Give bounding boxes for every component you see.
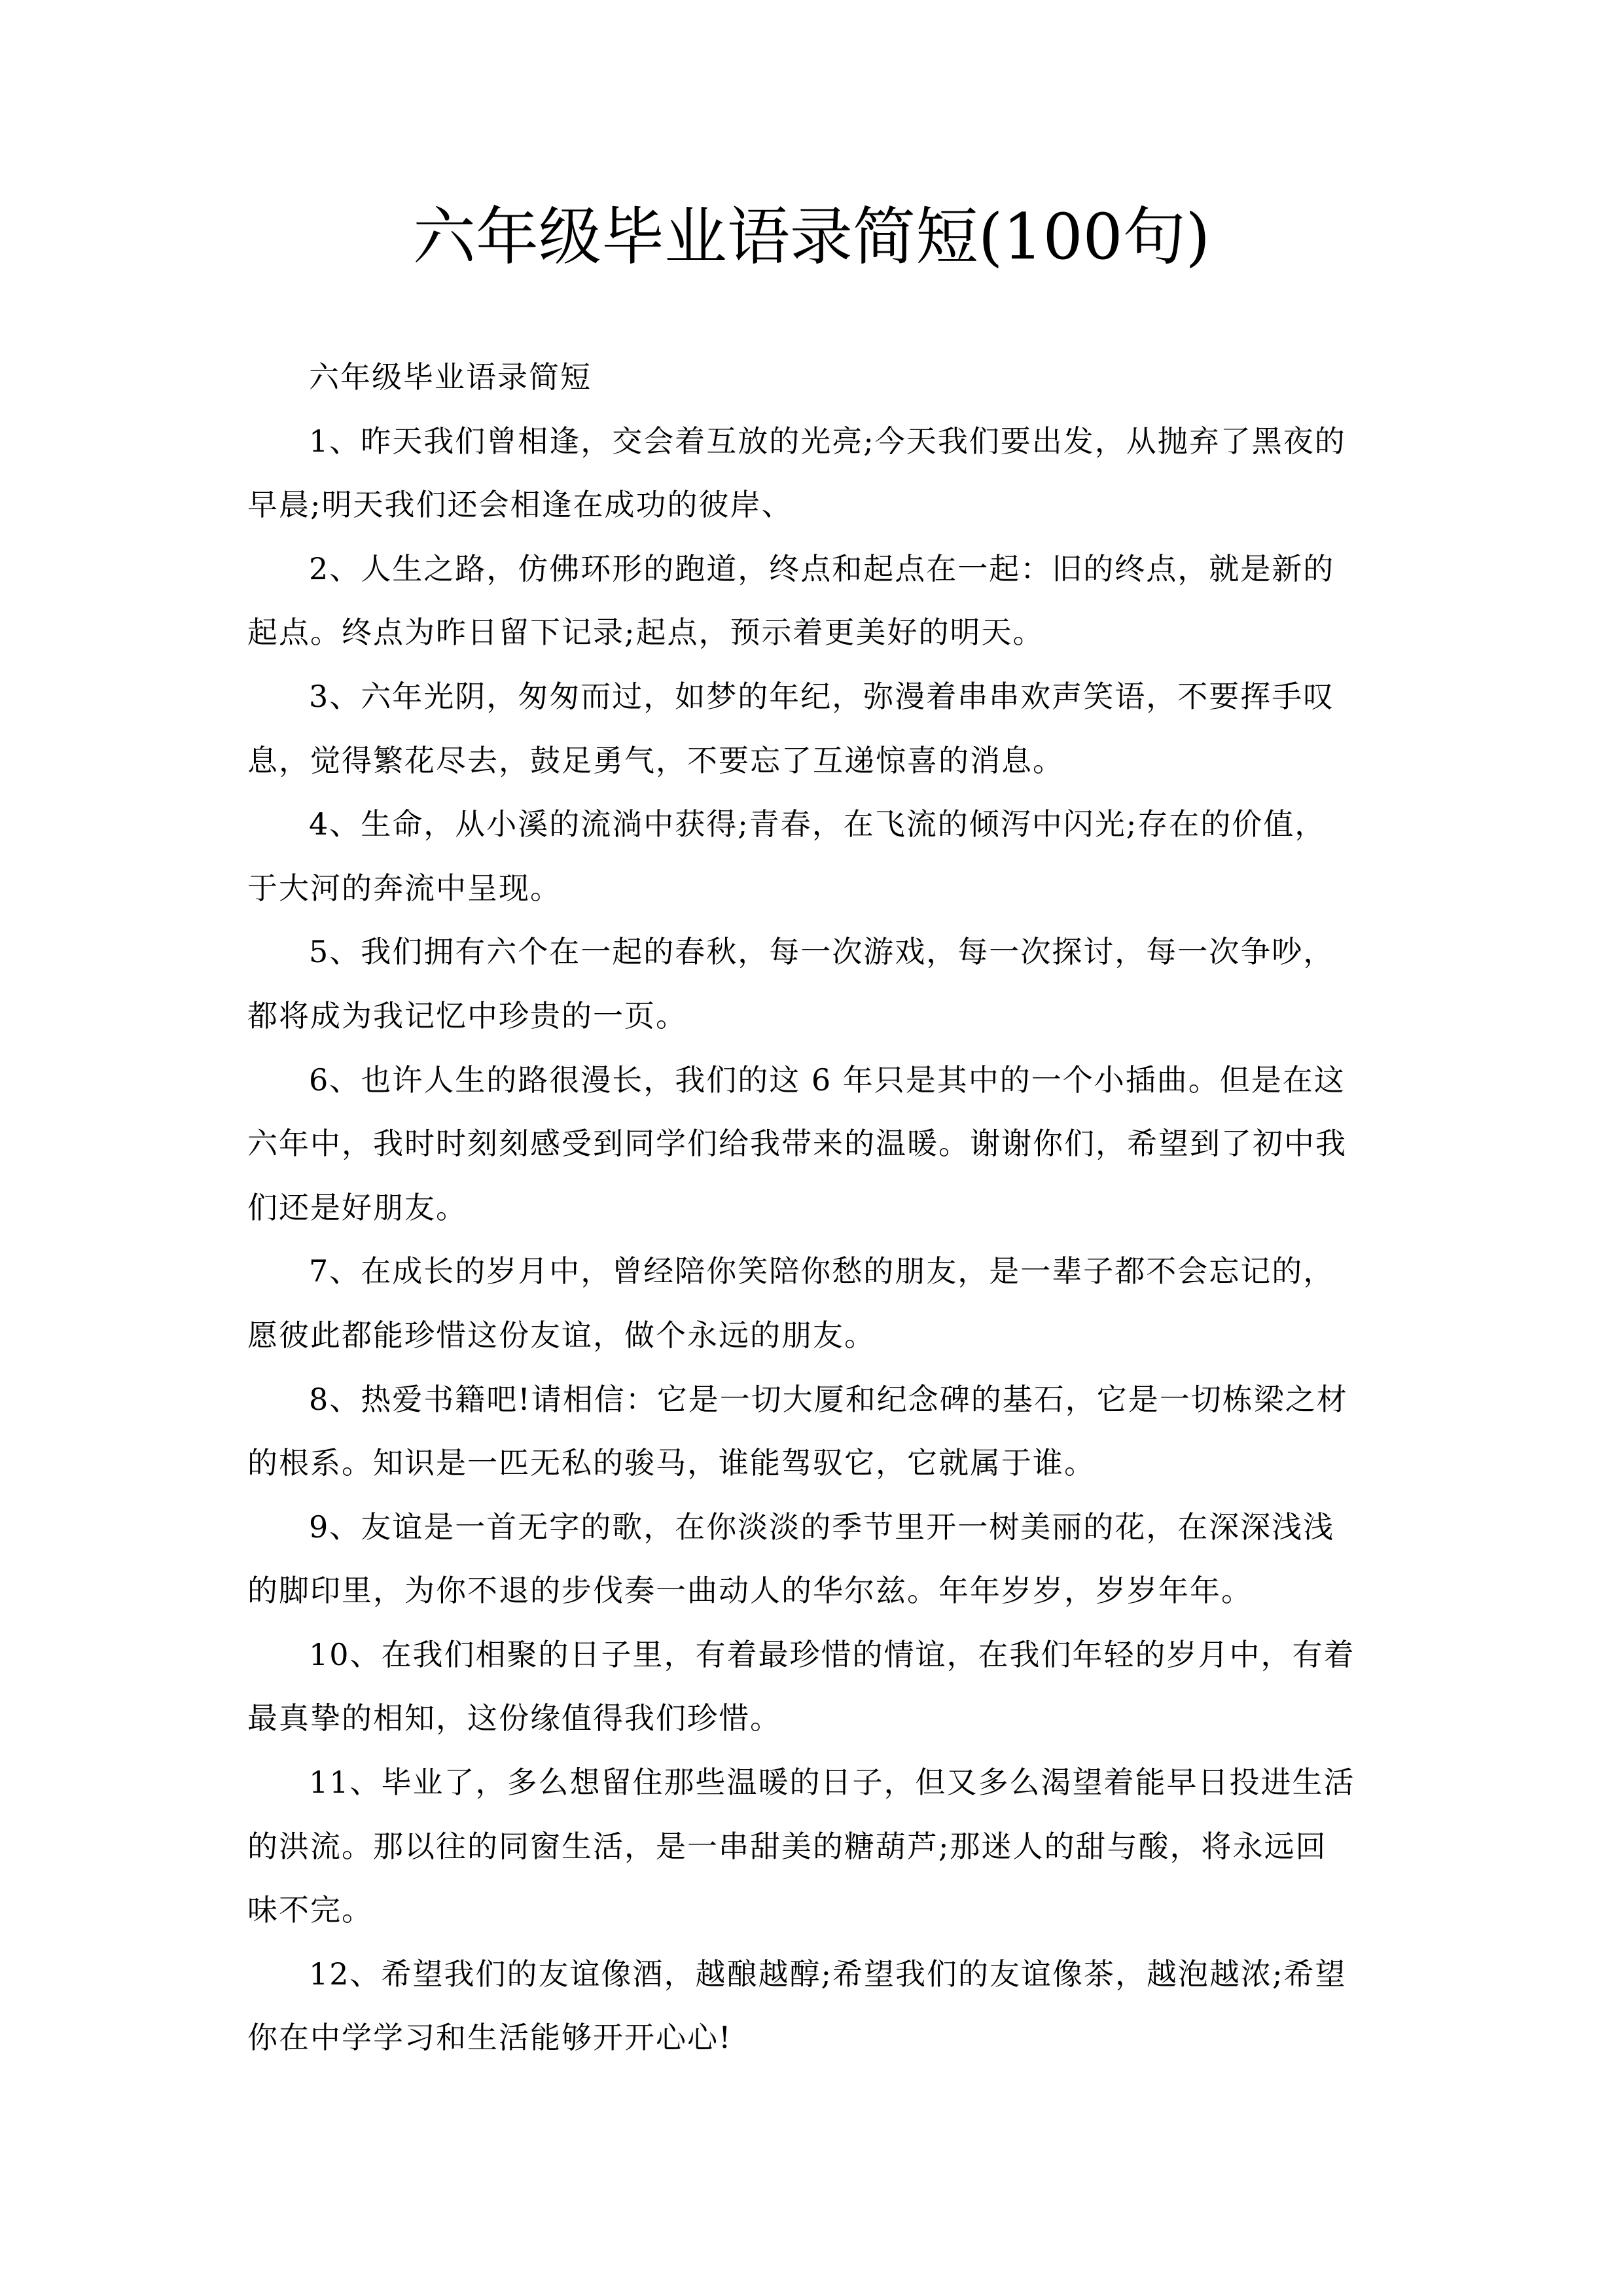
document-body	[247, 346, 1386, 2070]
paragraph-line: 愿彼此都能珍惜这份友谊，做个永远的朋友。	[247, 1317, 876, 1353]
quote-paragraph-7	[247, 1240, 1386, 1367]
paragraph-line: 你在中学学习和生活能够开开心心!	[247, 2020, 732, 2056]
paragraph-line: 6、也许人生的路很漫长，我们的这 6 年只是其中的一个小插曲。但是在这	[309, 1062, 1346, 1098]
paragraph-line: 9、友谊是一首无字的歌，在你淡淡的季节里开一树美丽的花，在深深浅浅	[309, 1509, 1335, 1545]
paragraph-line: 味不完。	[247, 1892, 373, 1928]
paragraph-line: 早晨;明天我们还会相逢在成功的彼岸、	[247, 487, 793, 523]
paragraph-line: 的根系。知识是一匹无私的骏马，谁能驾驭它，它就属于谁。	[247, 1445, 1096, 1481]
paragraph-line: 10、在我们相聚的日子里，有着最珍惜的情谊，在我们年轻的岁月中，有着	[309, 1636, 1355, 1672]
quote-paragraph-1	[247, 410, 1386, 537]
paragraph-line: 的脚印里，为你不退的步伐奏一曲动人的华尔兹。年年岁岁，岁岁年年。	[247, 1573, 1253, 1609]
paragraph-line: 都将成为我记忆中珍贵的一页。	[247, 997, 687, 1033]
paragraph-line: 起点。终点为昨日留下记录;起点，预示着更美好的明天。	[247, 615, 1044, 651]
paragraph-line: 于大河的奔流中呈现。	[247, 870, 562, 906]
paragraph-line: 11、毕业了，多么想留住那些温暖的日子，但又多么渴望着能早日投进生活	[309, 1765, 1355, 1801]
paragraph-line: 8、热爱书籍吧!请相信：它是一切大厦和纪念碑的基石，它是一切栋梁之材	[309, 1381, 1348, 1417]
quote-paragraph-10	[247, 1623, 1386, 1751]
paragraph-line: 2、人生之路，仿佛环形的跑道，终点和起点在一起：旧的终点，就是新的	[309, 550, 1335, 586]
quote-paragraph-4	[247, 793, 1386, 920]
paragraph-line: 最真挚的相知，这份缘值得我们珍惜。	[247, 1700, 781, 1736]
quote-paragraph-11	[247, 1751, 1386, 1943]
paragraph-line: 六年中，我时时刻刻感受到同学们给我带来的温暖。谢谢你们，希望到了初中我	[247, 1126, 1347, 1162]
subtitle-text: 六年级毕业语录简短	[309, 359, 592, 395]
paragraph-line: 4、生命，从小溪的流淌中获得;青春，在飞流的倾泻中闪光;存在的价值，	[309, 806, 1327, 842]
quote-paragraph-5	[247, 920, 1386, 1048]
paragraph-line: 3、六年光阴，匆匆而过，如梦的年纪，弥漫着串串欢声笑语，不要挥手叹	[309, 678, 1335, 714]
quote-paragraph-8	[247, 1368, 1386, 1496]
paragraph-line: 12、希望我们的友谊像酒，越酿越醇;希望我们的友谊像茶，越泡越浓;希望	[309, 1956, 1347, 1992]
quote-paragraph-2	[247, 537, 1386, 665]
paragraph-line: 的洪流。那以往的同窗生活，是一串甜美的糖葫芦;那迷人的甜与酸，将永远回	[247, 1828, 1327, 1864]
paragraph-line: 1、昨天我们曾相逢，交会着互放的光亮;今天我们要出发，从抛弃了黑夜的	[309, 423, 1346, 459]
quote-paragraph-6	[247, 1049, 1386, 1240]
quote-paragraph-3	[247, 665, 1386, 793]
page-title: 六年级毕业语录简短(100句)	[412, 200, 1211, 274]
quote-paragraph-9	[247, 1496, 1386, 1623]
quote-paragraph-12	[247, 1943, 1386, 2070]
paragraph-line: 5、我们拥有六个在一起的春秋，每一次游戏，每一次探讨，每一次争吵，	[309, 934, 1335, 970]
section-subtitle	[247, 346, 1386, 410]
paragraph-line: 们还是好朋友。	[247, 1189, 467, 1225]
paragraph-line: 息，觉得繁花尽去，鼓足勇气，不要忘了互递惊喜的消息。	[247, 742, 1064, 778]
paragraph-line: 7、在成长的岁月中，曾经陪你笑陪你愁的朋友，是一辈子都不会忘记的，	[309, 1253, 1335, 1289]
